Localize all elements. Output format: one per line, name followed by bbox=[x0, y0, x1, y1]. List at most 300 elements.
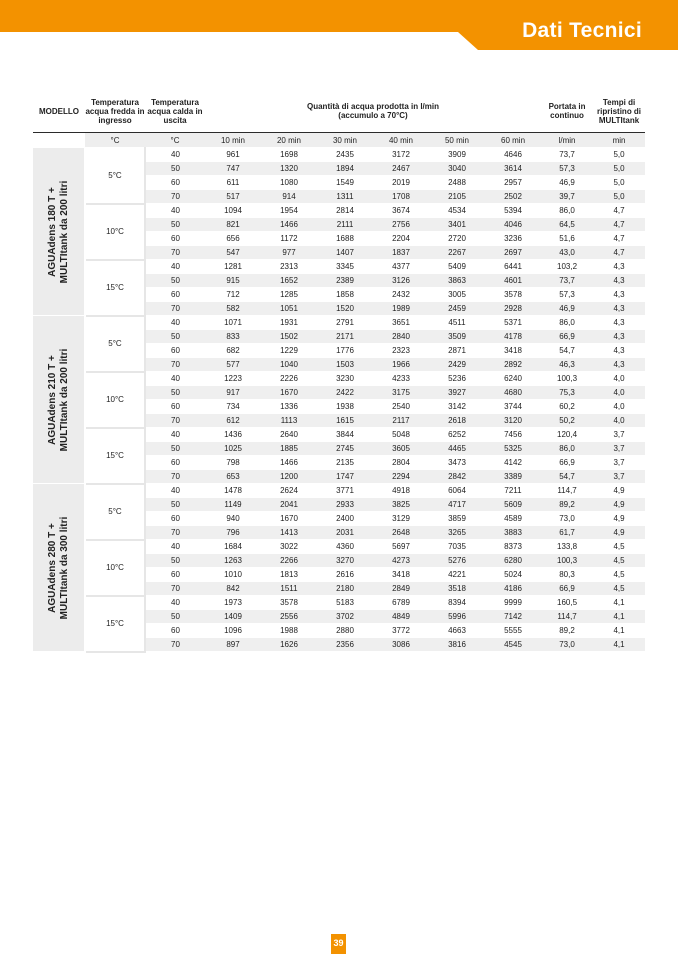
table-cell: 915 bbox=[205, 274, 261, 288]
table-cell: 1989 bbox=[373, 302, 429, 316]
table-cell: 5236 bbox=[429, 372, 485, 386]
table-cell: 66,9 bbox=[541, 456, 593, 470]
table-cell: 60 bbox=[145, 568, 205, 582]
table-cell: 2618 bbox=[429, 414, 485, 428]
table-cell: 5371 bbox=[485, 316, 541, 330]
table-cell: 4,9 bbox=[593, 526, 645, 540]
table-cell: 2180 bbox=[317, 582, 373, 596]
model-name: AGUAdens 280 T + MULTItank da 300 litri bbox=[46, 516, 70, 619]
table-cell: 5609 bbox=[485, 498, 541, 512]
table-cell: 6064 bbox=[429, 484, 485, 498]
table-cell: 3,7 bbox=[593, 442, 645, 456]
table-cell: 3816 bbox=[429, 638, 485, 652]
table-cell: 3771 bbox=[317, 484, 373, 498]
table-cell: 4680 bbox=[485, 386, 541, 400]
table-cell: 2804 bbox=[373, 456, 429, 470]
table-cell: 1708 bbox=[373, 190, 429, 204]
table-cell: 4186 bbox=[485, 582, 541, 596]
table-cell: 40 bbox=[145, 260, 205, 274]
table-cell: 3825 bbox=[373, 498, 429, 512]
table-cell: 1615 bbox=[317, 414, 373, 428]
table-cell: 3236 bbox=[485, 232, 541, 246]
table-cell: 1520 bbox=[317, 302, 373, 316]
table-cell: 1413 bbox=[261, 526, 317, 540]
table-cell: 612 bbox=[205, 414, 261, 428]
table-cell: 4046 bbox=[485, 218, 541, 232]
table-cell: 1010 bbox=[205, 568, 261, 582]
table-cell: 40 bbox=[145, 204, 205, 218]
units-row bbox=[33, 133, 645, 148]
table-cell: 4221 bbox=[429, 568, 485, 582]
unit-cell: 20 min bbox=[261, 133, 317, 148]
table-cell: 6240 bbox=[485, 372, 541, 386]
table-cell: 1988 bbox=[261, 624, 317, 638]
table-cell: 4,3 bbox=[593, 358, 645, 372]
table-cell: 2459 bbox=[429, 302, 485, 316]
table-cell: 60 bbox=[145, 232, 205, 246]
table-cell: 2356 bbox=[317, 638, 373, 652]
table-cell: 4,3 bbox=[593, 288, 645, 302]
table-cell: 5697 bbox=[373, 540, 429, 554]
table-cell: 1626 bbox=[261, 638, 317, 652]
table-cell: 2467 bbox=[373, 162, 429, 176]
table-cell: 3859 bbox=[429, 512, 485, 526]
page-number: 39 bbox=[331, 934, 346, 954]
table-cell: 2556 bbox=[261, 610, 317, 624]
table-cell: 3702 bbox=[317, 610, 373, 624]
table-cell: 2697 bbox=[485, 246, 541, 260]
table-cell: 1149 bbox=[205, 498, 261, 512]
table-cell: 70 bbox=[145, 414, 205, 428]
table-cell: 1966 bbox=[373, 358, 429, 372]
table-cell: 2204 bbox=[373, 232, 429, 246]
table-cell: 582 bbox=[205, 302, 261, 316]
table-cell: 50 bbox=[145, 554, 205, 568]
table-cell: 4,1 bbox=[593, 610, 645, 624]
table-cell: 4,9 bbox=[593, 484, 645, 498]
table-cell: 70 bbox=[145, 582, 205, 596]
table-cell: 7142 bbox=[485, 610, 541, 624]
table-cell: 821 bbox=[205, 218, 261, 232]
table-cell: 4589 bbox=[485, 512, 541, 526]
table-cell: 3,7 bbox=[593, 428, 645, 442]
page-title: Dati Tecnici bbox=[522, 19, 642, 42]
table-cell: 1172 bbox=[261, 232, 317, 246]
table-cell: 796 bbox=[205, 526, 261, 540]
table-cell: 1698 bbox=[261, 148, 317, 162]
table-cell: 547 bbox=[205, 246, 261, 260]
table-cell: 60,2 bbox=[541, 400, 593, 414]
table-cell: 2111 bbox=[317, 218, 373, 232]
table-cell: 4,3 bbox=[593, 330, 645, 344]
table-cell: 2313 bbox=[261, 260, 317, 274]
table-cell: 3142 bbox=[429, 400, 485, 414]
table-row bbox=[33, 484, 645, 498]
table-cell: 4,0 bbox=[593, 400, 645, 414]
col-flow-header: Portata in continuo bbox=[541, 90, 593, 133]
table-cell: 4,7 bbox=[593, 218, 645, 232]
table-cell: 4,5 bbox=[593, 582, 645, 596]
table-cell: 833 bbox=[205, 330, 261, 344]
table-cell: 1080 bbox=[261, 176, 317, 190]
table-cell: 3265 bbox=[429, 526, 485, 540]
table-cell: 1954 bbox=[261, 204, 317, 218]
table-cell: 3651 bbox=[373, 316, 429, 330]
table-cell: 1511 bbox=[261, 582, 317, 596]
table-cell: 4273 bbox=[373, 554, 429, 568]
table-cell: 86,0 bbox=[541, 204, 593, 218]
unit-cell: 40 min bbox=[373, 133, 429, 148]
table-row bbox=[33, 260, 645, 274]
model-cell bbox=[33, 148, 85, 316]
table-cell: 3605 bbox=[373, 442, 429, 456]
table-row bbox=[33, 372, 645, 386]
table-cell: 2266 bbox=[261, 554, 317, 568]
inlet-temp-cell: 5°C bbox=[85, 148, 145, 204]
table-cell: 40 bbox=[145, 148, 205, 162]
table-cell: 73,7 bbox=[541, 274, 593, 288]
table-cell: 5024 bbox=[485, 568, 541, 582]
table-cell: 2814 bbox=[317, 204, 373, 218]
table-cell: 1858 bbox=[317, 288, 373, 302]
table-cell: 2933 bbox=[317, 498, 373, 512]
table-cell: 40 bbox=[145, 372, 205, 386]
table-cell: 5394 bbox=[485, 204, 541, 218]
table-cell: 50 bbox=[145, 274, 205, 288]
unit-cell: 60 min bbox=[485, 133, 541, 148]
table-cell: 1094 bbox=[205, 204, 261, 218]
table-cell: 2624 bbox=[261, 484, 317, 498]
table-cell: 2105 bbox=[429, 190, 485, 204]
table-cell: 611 bbox=[205, 176, 261, 190]
table-cell: 51,6 bbox=[541, 232, 593, 246]
table-row bbox=[33, 316, 645, 330]
table-cell: 40 bbox=[145, 428, 205, 442]
col-recovery-header: Tempi di ripristino di MULTItank bbox=[593, 90, 645, 133]
table-cell: 6252 bbox=[429, 428, 485, 442]
table-cell: 3418 bbox=[373, 568, 429, 582]
table-cell: 897 bbox=[205, 638, 261, 652]
table-cell: 1409 bbox=[205, 610, 261, 624]
table-cell: 4233 bbox=[373, 372, 429, 386]
table-cell: 60 bbox=[145, 512, 205, 526]
table-cell: 3674 bbox=[373, 204, 429, 218]
table-cell: 3040 bbox=[429, 162, 485, 176]
table-cell: 4,3 bbox=[593, 344, 645, 358]
table-cell: 4,0 bbox=[593, 414, 645, 428]
table-cell: 653 bbox=[205, 470, 261, 484]
table-cell: 2267 bbox=[429, 246, 485, 260]
table-cell: 5996 bbox=[429, 610, 485, 624]
table-cell: 1973 bbox=[205, 596, 261, 610]
table-cell: 4,5 bbox=[593, 540, 645, 554]
table-cell: 1894 bbox=[317, 162, 373, 176]
table-cell: 3086 bbox=[373, 638, 429, 652]
table-cell: 114,7 bbox=[541, 610, 593, 624]
table-cell: 2648 bbox=[373, 526, 429, 540]
table-cell: 1229 bbox=[261, 344, 317, 358]
table-cell: 8394 bbox=[429, 596, 485, 610]
table-cell: 1931 bbox=[261, 316, 317, 330]
table-cell: 50 bbox=[145, 330, 205, 344]
inlet-temp-cell: 10°C bbox=[85, 372, 145, 428]
table-body bbox=[33, 148, 645, 652]
inlet-temp-cell: 15°C bbox=[85, 596, 145, 652]
table-cell: 5,0 bbox=[593, 190, 645, 204]
table-cell: 1503 bbox=[317, 358, 373, 372]
table-cell: 940 bbox=[205, 512, 261, 526]
table-cell: 5183 bbox=[317, 596, 373, 610]
table-cell: 734 bbox=[205, 400, 261, 414]
table-cell: 3578 bbox=[485, 288, 541, 302]
table-cell: 3509 bbox=[429, 330, 485, 344]
table-cell: 89,2 bbox=[541, 624, 593, 638]
table-cell: 1652 bbox=[261, 274, 317, 288]
table-cell: 5,0 bbox=[593, 162, 645, 176]
table-cell: 842 bbox=[205, 582, 261, 596]
table-cell: 2226 bbox=[261, 372, 317, 386]
table-cell: 1025 bbox=[205, 442, 261, 456]
table-cell: 6441 bbox=[485, 260, 541, 274]
table-cell: 50 bbox=[145, 162, 205, 176]
table-cell: 1688 bbox=[317, 232, 373, 246]
table-cell: 798 bbox=[205, 456, 261, 470]
table-cell: 70 bbox=[145, 190, 205, 204]
table-cell: 57,3 bbox=[541, 162, 593, 176]
model-cell bbox=[33, 316, 85, 484]
table-cell: 1096 bbox=[205, 624, 261, 638]
table-cell: 1113 bbox=[261, 414, 317, 428]
table-cell: 5,0 bbox=[593, 148, 645, 162]
model-name: AGUAdens 180 T + MULTItank da 200 litri bbox=[46, 180, 70, 283]
table-cell: 4545 bbox=[485, 638, 541, 652]
table-cell: 4534 bbox=[429, 204, 485, 218]
table-cell: 3345 bbox=[317, 260, 373, 274]
table-cell: 3883 bbox=[485, 526, 541, 540]
table-cell: 5409 bbox=[429, 260, 485, 274]
table-cell: 86,0 bbox=[541, 442, 593, 456]
table-cell: 4601 bbox=[485, 274, 541, 288]
table-cell: 2435 bbox=[317, 148, 373, 162]
table-cell: 3518 bbox=[429, 582, 485, 596]
table-cell: 4717 bbox=[429, 498, 485, 512]
table-cell: 1200 bbox=[261, 470, 317, 484]
table-cell: 73,0 bbox=[541, 512, 593, 526]
table-cell: 2422 bbox=[317, 386, 373, 400]
table-cell: 2389 bbox=[317, 274, 373, 288]
table-cell: 100,3 bbox=[541, 554, 593, 568]
table-cell: 6280 bbox=[485, 554, 541, 568]
table-cell: 1549 bbox=[317, 176, 373, 190]
table-cell: 50 bbox=[145, 610, 205, 624]
table-cell: 57,3 bbox=[541, 288, 593, 302]
table-cell: 3389 bbox=[485, 470, 541, 484]
table-cell: 2117 bbox=[373, 414, 429, 428]
technical-data-table bbox=[33, 90, 645, 653]
table-cell: 60 bbox=[145, 456, 205, 470]
table-cell: 1747 bbox=[317, 470, 373, 484]
table-cell: 4849 bbox=[373, 610, 429, 624]
table-cell: 70 bbox=[145, 246, 205, 260]
table-cell: 133,8 bbox=[541, 540, 593, 554]
table-cell: 1223 bbox=[205, 372, 261, 386]
table-cell: 4,9 bbox=[593, 498, 645, 512]
table-row bbox=[33, 428, 645, 442]
table-cell: 3614 bbox=[485, 162, 541, 176]
table-cell: 70 bbox=[145, 470, 205, 484]
table-cell: 1466 bbox=[261, 456, 317, 470]
table-cell: 3401 bbox=[429, 218, 485, 232]
table-cell: 70 bbox=[145, 358, 205, 372]
table-cell: 3022 bbox=[261, 540, 317, 554]
table-cell: 2400 bbox=[317, 512, 373, 526]
table-cell: 5555 bbox=[485, 624, 541, 638]
table-cell: 3126 bbox=[373, 274, 429, 288]
inlet-temp-cell: 5°C bbox=[85, 316, 145, 372]
table-cell: 2031 bbox=[317, 526, 373, 540]
table-cell: 2640 bbox=[261, 428, 317, 442]
table-cell: 1776 bbox=[317, 344, 373, 358]
table-cell: 9999 bbox=[485, 596, 541, 610]
table-cell: 70 bbox=[145, 526, 205, 540]
table-cell: 70 bbox=[145, 638, 205, 652]
unit-cell: 10 min bbox=[205, 133, 261, 148]
table-cell: 40 bbox=[145, 316, 205, 330]
table-cell: 4,3 bbox=[593, 274, 645, 288]
table-cell: 4646 bbox=[485, 148, 541, 162]
table-cell: 961 bbox=[205, 148, 261, 162]
table-cell: 977 bbox=[261, 246, 317, 260]
table-cell: 3863 bbox=[429, 274, 485, 288]
table-cell: 3005 bbox=[429, 288, 485, 302]
inlet-temp-cell: 5°C bbox=[85, 484, 145, 540]
table-cell: 3772 bbox=[373, 624, 429, 638]
table-cell: 2871 bbox=[429, 344, 485, 358]
quantity-header-text: Quantità di acqua prodotta in l/min (accumulo a 70°C) bbox=[307, 102, 440, 120]
table-cell: 60 bbox=[145, 400, 205, 414]
table-cell: 1336 bbox=[261, 400, 317, 414]
table-cell: 1311 bbox=[317, 190, 373, 204]
unit-cell: °C bbox=[85, 133, 145, 148]
table-cell: 60 bbox=[145, 344, 205, 358]
table-cell: 60 bbox=[145, 176, 205, 190]
table-cell: 75,3 bbox=[541, 386, 593, 400]
table-cell: 66,9 bbox=[541, 330, 593, 344]
table-cell: 1263 bbox=[205, 554, 261, 568]
table-cell: 4465 bbox=[429, 442, 485, 456]
table-cell: 103,2 bbox=[541, 260, 593, 274]
table-cell: 4,0 bbox=[593, 386, 645, 400]
inlet-temp-cell: 15°C bbox=[85, 260, 145, 316]
table-cell: 60 bbox=[145, 288, 205, 302]
table-cell: 114,7 bbox=[541, 484, 593, 498]
unit-cell: l/min bbox=[541, 133, 593, 148]
model-name: AGUAdens 210 T + MULTItank da 200 litri bbox=[46, 348, 70, 451]
table-cell: 1436 bbox=[205, 428, 261, 442]
table-cell: 4,9 bbox=[593, 512, 645, 526]
table-cell: 4,3 bbox=[593, 316, 645, 330]
table-cell: 5048 bbox=[373, 428, 429, 442]
table-cell: 40 bbox=[145, 484, 205, 498]
table-cell: 3578 bbox=[261, 596, 317, 610]
table-cell: 3473 bbox=[429, 456, 485, 470]
table-cell: 160,5 bbox=[541, 596, 593, 610]
table-cell: 2880 bbox=[317, 624, 373, 638]
table-cell: 7035 bbox=[429, 540, 485, 554]
table-cell: 1670 bbox=[261, 386, 317, 400]
table-cell: 1466 bbox=[261, 218, 317, 232]
table-cell: 50 bbox=[145, 498, 205, 512]
table-cell: 3,7 bbox=[593, 470, 645, 484]
table-cell: 54,7 bbox=[541, 344, 593, 358]
table-cell: 100,3 bbox=[541, 372, 593, 386]
table-cell: 1320 bbox=[261, 162, 317, 176]
table-cell: 1285 bbox=[261, 288, 317, 302]
inlet-temp-cell: 10°C bbox=[85, 540, 145, 596]
table-cell: 3230 bbox=[317, 372, 373, 386]
table-cell: 3927 bbox=[429, 386, 485, 400]
table-row bbox=[33, 204, 645, 218]
table-cell: 2041 bbox=[261, 498, 317, 512]
table-cell: 4377 bbox=[373, 260, 429, 274]
table-cell: 6789 bbox=[373, 596, 429, 610]
table-cell: 917 bbox=[205, 386, 261, 400]
table-cell: 2849 bbox=[373, 582, 429, 596]
col-model-header: MODELLO bbox=[33, 90, 85, 133]
table-cell: 4918 bbox=[373, 484, 429, 498]
unit-cell: min bbox=[593, 133, 645, 148]
table-cell: 120,4 bbox=[541, 428, 593, 442]
table-cell: 2171 bbox=[317, 330, 373, 344]
table-cell: 2928 bbox=[485, 302, 541, 316]
table-cell: 4178 bbox=[485, 330, 541, 344]
table-cell: 4,3 bbox=[593, 302, 645, 316]
table-cell: 7456 bbox=[485, 428, 541, 442]
table-cell: 3172 bbox=[373, 148, 429, 162]
table-cell: 712 bbox=[205, 288, 261, 302]
table-cell: 682 bbox=[205, 344, 261, 358]
table-cell: 5325 bbox=[485, 442, 541, 456]
table-cell: 656 bbox=[205, 232, 261, 246]
inlet-temp-cell: 15°C bbox=[85, 428, 145, 484]
table-cell: 3844 bbox=[317, 428, 373, 442]
table-cell: 1502 bbox=[261, 330, 317, 344]
table-cell: 4142 bbox=[485, 456, 541, 470]
table-cell: 4,0 bbox=[593, 372, 645, 386]
table-cell: 2502 bbox=[485, 190, 541, 204]
table-row bbox=[33, 148, 645, 162]
table-cell: 2540 bbox=[373, 400, 429, 414]
table-cell: 50,2 bbox=[541, 414, 593, 428]
table-cell: 2488 bbox=[429, 176, 485, 190]
table-cell: 89,2 bbox=[541, 498, 593, 512]
table-cell: 1837 bbox=[373, 246, 429, 260]
table-cell: 1813 bbox=[261, 568, 317, 582]
table-cell: 2745 bbox=[317, 442, 373, 456]
table-cell: 4,1 bbox=[593, 596, 645, 610]
table-cell: 4,3 bbox=[593, 260, 645, 274]
table-cell: 40 bbox=[145, 540, 205, 554]
table-cell: 914 bbox=[261, 190, 317, 204]
table-cell: 5276 bbox=[429, 554, 485, 568]
table-cell: 2842 bbox=[429, 470, 485, 484]
unit-cell: 50 min bbox=[429, 133, 485, 148]
table-cell: 4,5 bbox=[593, 568, 645, 582]
table-cell: 4511 bbox=[429, 316, 485, 330]
table-cell: 2432 bbox=[373, 288, 429, 302]
table-cell: 64,5 bbox=[541, 218, 593, 232]
table-cell: 50 bbox=[145, 442, 205, 456]
